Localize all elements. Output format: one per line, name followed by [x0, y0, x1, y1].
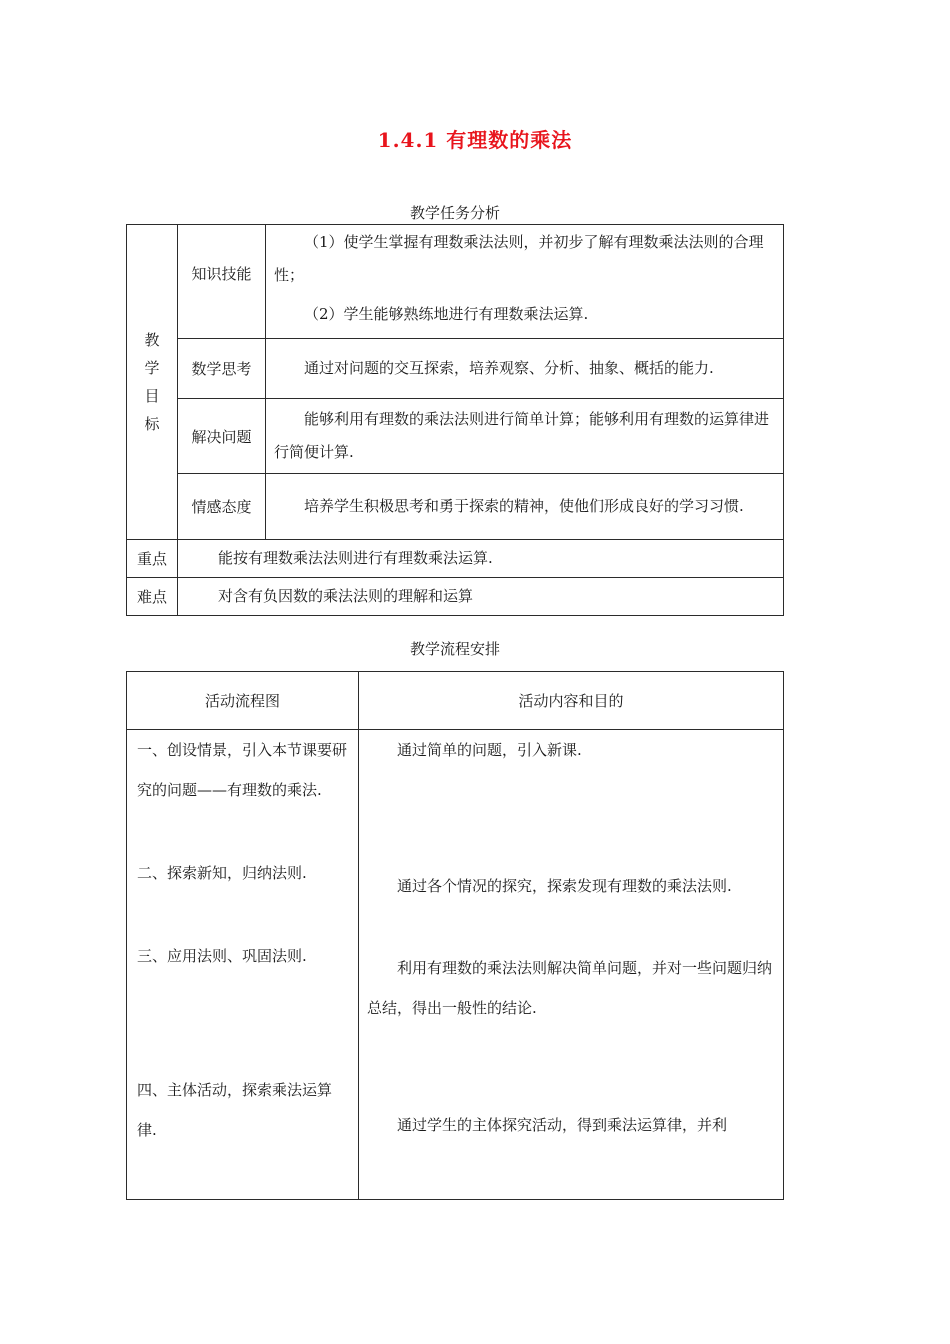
flow-purpose-2: 通过各个情况的探究，探索发现有理数的乘法法则.	[397, 877, 732, 895]
row-label-problem: 解决问题	[178, 399, 266, 474]
key-point-label: 重点	[127, 540, 178, 578]
flow-steps-cell	[127, 730, 359, 1200]
flow-header-left: 活动流程图	[127, 672, 359, 730]
flow-step-1: 一、创设情景，引入本节课要研究的问题——有理数的乘法.	[137, 741, 348, 799]
flow-purpose-1: 通过简单的问题，引入新课.	[397, 741, 582, 759]
row-content-thinking: 通过对问题的交互探索，培养观察、分析、抽象、概括的能力.	[266, 339, 784, 399]
flow-purpose-3: 利用有理数的乘法法则解决简单问题，并对一些问题归纳总结，得出一般性的结论.	[367, 959, 773, 1017]
flow-step-2: 二、探索新知，归纳法则.	[137, 864, 307, 882]
row-content-knowledge: （1）使学生掌握有理数乘法法则，并初步了解有理数乘法法则的合理性； （2）学生能够熟练地进行有理数乘法运算.	[266, 225, 784, 339]
flow-purpose-4: 通过学生的主体探究活动，得到乘法运算律，并利	[397, 1116, 728, 1134]
goals-label: 教 学 目 标	[144, 331, 160, 433]
row-label-attitude: 情感态度	[178, 474, 266, 540]
row-content-attitude: 培养学生积极思考和勇于探索的精神，使他们形成良好的学习习惯.	[266, 474, 784, 540]
task-analysis-caption: 教学任务分析	[409, 204, 500, 222]
task-analysis-table	[126, 224, 784, 616]
difficulty-label: 难点	[127, 578, 178, 616]
flow-table	[126, 671, 784, 1200]
key-point-text: 能按有理数乘法法则进行有理数乘法运算.	[178, 540, 784, 578]
row-label-knowledge: 知识技能	[178, 225, 266, 339]
flow-caption: 教学流程安排	[409, 640, 500, 658]
flow-header-right: 活动内容和目的	[359, 672, 784, 730]
flow-step-3: 三、应用法则、巩固法则.	[137, 947, 307, 965]
goals-label-cell	[127, 225, 178, 540]
row-label-thinking: 数学思考	[178, 339, 266, 399]
page-title: 1.4.1 有理数的乘法	[377, 128, 573, 152]
flow-purposes-cell	[359, 730, 784, 1200]
flow-step-4: 四、主体活动，探索乘法运算律.	[137, 1081, 333, 1139]
row-content-problem: 能够利用有理数的乘法法则进行简单计算；能够利用有理数的运算律进行简便计算.	[266, 399, 784, 474]
difficulty-text: 对含有负因数的乘法法则的理解和运算	[178, 578, 784, 616]
